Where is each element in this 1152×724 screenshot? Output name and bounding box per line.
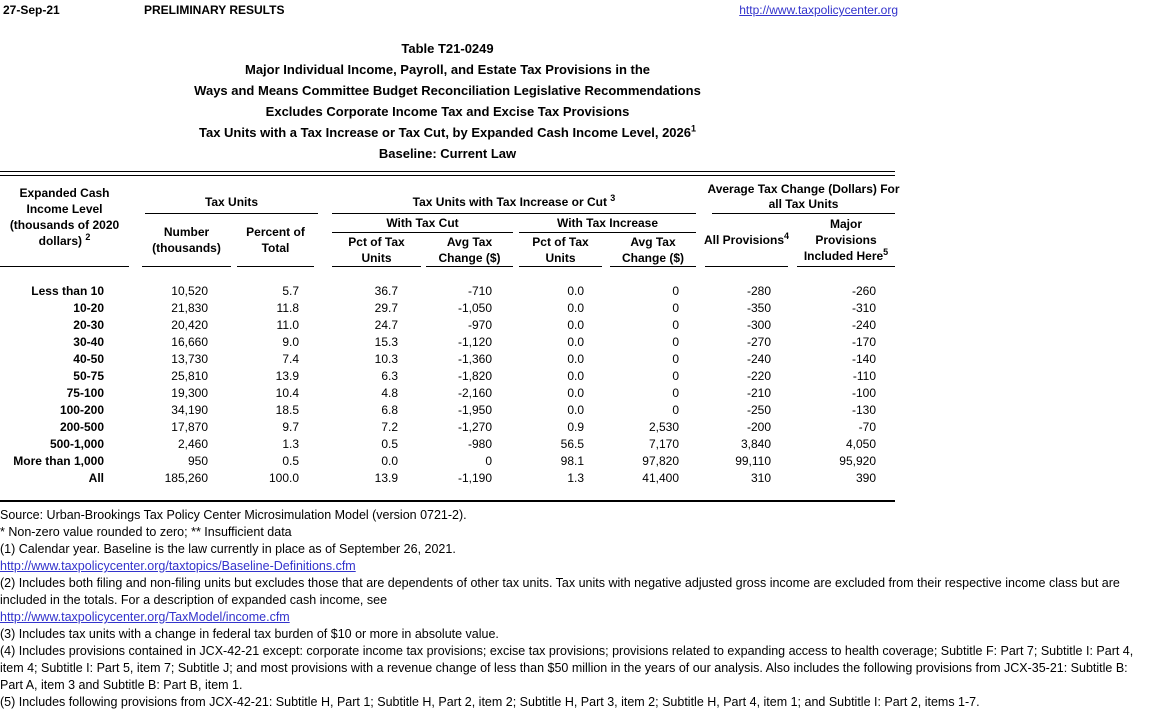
cell: -170 <box>851 335 876 349</box>
cell: 0 <box>672 386 679 400</box>
footnotes <box>0 507 1150 711</box>
cell: 1.3 <box>567 471 584 485</box>
cell: 0 <box>672 403 679 417</box>
cell: 13.9 <box>374 471 398 485</box>
cell: 1.3 <box>282 437 299 451</box>
data-table <box>0 176 900 487</box>
col-header-major-provisions: Major Provisions Included Here$^5$ <box>797 214 895 267</box>
cell: 36.7 <box>374 284 398 298</box>
cell: 4,050 <box>845 437 876 451</box>
title-line-2: Major Individual Income, Payroll, and Estate Tax Provisions in the <box>244 62 651 77</box>
cell: 0 <box>672 318 679 332</box>
col-header-avg-tax-change-increase: Avg Tax Change ($) <box>610 233 696 267</box>
cell: 0.0 <box>381 454 398 468</box>
cell: -710 <box>467 284 492 298</box>
cell: 0.5 <box>282 454 299 468</box>
cell: -1,190 <box>457 471 492 485</box>
cell: -200 <box>746 420 771 434</box>
cell-income-level: 200-500 <box>59 420 104 434</box>
title-line-5: Tax Units with a Tax Increase or Tax Cut, by Expanded Cash Income Level, 2026$^1$ <box>198 123 697 140</box>
table-bottom-rule <box>0 500 895 502</box>
footnote-4: (4) Includes provisions contained in JCX-42-21 except: corporate income tax provisions; excise tax provisions; provisions related to expanding access to health coverage; Subtitle F: Part 7; Subtitle I: Part 4, item 4; Subtitle I: Part 5, item 7; Subtitle J; and most provisions with a revenue change of less than $50 million in the years of our analysis. Also includes the following provisions from JCX-35-21: Subtitle B: Part A, item 3 and Subtitle B: Part B, item 1. <box>0 644 1134 692</box>
legend-note: * Non-zero value rounded to zero; ** Insufficient data <box>0 525 292 539</box>
cell: 2,530 <box>648 420 679 434</box>
cell: -980 <box>467 437 492 451</box>
cell: 29.7 <box>374 301 398 315</box>
cell: -1,050 <box>457 301 492 315</box>
source-note: Source: Urban-Brookings Tax Policy Center Microsimulation Model (version 0721-2). <box>0 508 467 522</box>
cell-income-level: 500-1,000 <box>49 437 104 451</box>
cell: 0 <box>672 284 679 298</box>
footnote-5: (5) Includes following provisions from JCX-42-21: Subtitle H, Part 1; Subtitle H, Part 2, item 2; Subtitle H, Part 3, item 2; Subtitle H, Part 4, item 1; and Subtitle I: Part 2, items 1-7. <box>0 695 980 709</box>
cell: -350 <box>746 301 771 315</box>
cell: -130 <box>851 403 876 417</box>
col-header-avg-tax-change-cut: Avg Tax Change ($) <box>426 233 513 267</box>
cell: 3,840 <box>740 437 771 451</box>
cell: 0.0 <box>567 403 584 417</box>
cell: -2,160 <box>457 386 492 400</box>
col-header-pct-tax-units-increase: Pct of Tax Units <box>519 233 602 267</box>
cell: 0 <box>672 301 679 315</box>
cell: 0.0 <box>567 369 584 383</box>
cell-income-level: 20-30 <box>73 318 104 332</box>
cell-income-level: Less than 10 <box>31 284 104 298</box>
cell: 0.9 <box>567 420 584 434</box>
cell: 0 <box>672 369 679 383</box>
cell: -140 <box>851 352 876 366</box>
col-group-with-tax-increase: With Tax Increase <box>519 214 696 233</box>
col-group-avg-tax-change: Average Tax Change (Dollars) For all Tax Units <box>712 176 895 214</box>
tpc-site-link[interactable]: http://www.taxpolicycenter.org <box>739 3 898 17</box>
cell: 10,520 <box>171 284 208 298</box>
col-header-number-thousands: Number (thousands) <box>142 214 231 267</box>
cell: 34,190 <box>171 403 208 417</box>
cell: 95,920 <box>839 454 876 468</box>
cell: -300 <box>746 318 771 332</box>
cell-income-level: 10-20 <box>73 301 104 315</box>
cell-income-level: All <box>88 471 104 485</box>
cell: 7.4 <box>282 352 299 366</box>
cell: 19,300 <box>171 386 208 400</box>
cell: -1,360 <box>457 352 492 366</box>
cell: -100 <box>851 386 876 400</box>
preliminary-results-label: PRELIMINARY RESULTS <box>144 3 285 17</box>
cell: -1,270 <box>457 420 492 434</box>
top-bar <box>0 0 1152 22</box>
cell: 10.4 <box>275 386 299 400</box>
cell: 390 <box>855 471 876 485</box>
cell: 97,820 <box>642 454 679 468</box>
cell: 9.7 <box>282 420 299 434</box>
cell: 6.3 <box>381 369 398 383</box>
footnote-3: (3) Includes tax units with a change in federal tax burden of $10 or more in absolute value. <box>0 627 499 641</box>
title-line-1: Table T21-0249 <box>401 41 494 56</box>
cell: 41,400 <box>642 471 679 485</box>
income-definition-link[interactable]: http://www.taxpolicycenter.org/TaxModel/income.cfm <box>0 610 290 624</box>
cell: 13.9 <box>275 369 299 383</box>
cell: -1,820 <box>457 369 492 383</box>
cell: 0.5 <box>381 437 398 451</box>
col-group-with-tax-cut: With Tax Cut <box>332 214 513 233</box>
cell: 2,460 <box>177 437 208 451</box>
col-header-pct-tax-units-cut: Pct of Tax Units <box>332 233 421 267</box>
col-group-tax-units: Tax Units <box>145 176 318 214</box>
cell: 0.0 <box>567 284 584 298</box>
cell-income-level: 40-50 <box>73 352 104 366</box>
cell: 100.0 <box>268 471 299 485</box>
cell-income-level: 75-100 <box>66 386 104 400</box>
cell: -280 <box>746 284 771 298</box>
cell: -210 <box>746 386 771 400</box>
col-header-income-level: Expanded Cash Income Level (thousands of 2020 dollars) $^2$ <box>0 176 129 267</box>
cell: 15.3 <box>374 335 398 349</box>
cell-income-level: 50-75 <box>73 369 104 383</box>
cell-income-level: More than 1,000 <box>13 454 104 468</box>
cell: 0.0 <box>567 318 584 332</box>
cell: -240 <box>851 318 876 332</box>
cell: 7.2 <box>381 420 398 434</box>
cell: 0 <box>485 454 492 468</box>
col-header-all-provisions: All Provisions$^4$ <box>705 214 788 267</box>
cell: 950 <box>187 454 208 468</box>
cell: 0.0 <box>567 301 584 315</box>
cell: -310 <box>851 301 876 315</box>
cell: 11.8 <box>276 301 299 315</box>
cell: -250 <box>746 403 771 417</box>
cell-income-level: 30-40 <box>73 335 104 349</box>
cell: -1,120 <box>457 335 492 349</box>
cell: 0 <box>672 335 679 349</box>
footnote-1: (1) Calendar year. Baseline is the law currently in place as of September 26, 2021. <box>0 542 456 556</box>
cell: 25,810 <box>171 369 208 383</box>
cell: 99,110 <box>735 454 771 468</box>
cell: -240 <box>746 352 771 366</box>
report-date: 27-Sep-21 <box>3 3 60 17</box>
cell: 0 <box>672 352 679 366</box>
cell: -970 <box>467 318 492 332</box>
footnote-2: (2) Includes both filing and non-filing units but excludes those that are dependents of other tax units. Tax units with negative adjusted gross income are excluded from their respective income class but are included in the totals. For a description of expanded cash income, see <box>0 576 1120 607</box>
cell: 0.0 <box>567 335 584 349</box>
cell: 13,730 <box>171 352 208 366</box>
cell: -260 <box>851 284 876 298</box>
title-line-6: Baseline: Current Law <box>378 146 517 161</box>
cell: 7,170 <box>648 437 679 451</box>
cell: 18.5 <box>275 403 299 417</box>
cell: -110 <box>852 369 876 383</box>
cell: 20,420 <box>171 318 208 332</box>
table-title-block <box>0 38 895 164</box>
col-header-percent-of-total: Percent of Total <box>237 214 314 267</box>
cell-income-level: 100-200 <box>59 403 104 417</box>
cell: 0.0 <box>567 352 584 366</box>
cell: -220 <box>746 369 771 383</box>
cell: 185,260 <box>164 471 208 485</box>
cell: 16,660 <box>171 335 208 349</box>
cell: 21,830 <box>171 301 208 315</box>
header-body-spacer <box>0 267 895 283</box>
cell: 0.0 <box>567 386 584 400</box>
cell: 5.7 <box>282 284 299 298</box>
cell: 9.0 <box>282 335 299 349</box>
cell: 6.8 <box>381 403 398 417</box>
cell: 10.3 <box>374 352 398 366</box>
cell: 17,870 <box>171 420 208 434</box>
cell: 310 <box>750 471 771 485</box>
cell: 24.7 <box>374 318 398 332</box>
title-line-4: Excludes Corporate Income Tax and Excise Tax Provisions <box>265 104 630 119</box>
cell: -1,950 <box>457 403 492 417</box>
cell: -70 <box>858 420 876 434</box>
title-line-3: Ways and Means Committee Budget Reconciliation Legislative Recommendations <box>194 83 701 98</box>
baseline-definitions-link[interactable]: http://www.taxpolicycenter.org/taxtopics/Baseline-Definitions.cfm <box>0 559 356 573</box>
cell: 56.5 <box>560 437 584 451</box>
cell: 4.8 <box>381 386 398 400</box>
cell: -270 <box>746 335 771 349</box>
cell: 98.1 <box>560 454 584 468</box>
cell: 11.0 <box>276 318 299 332</box>
col-group-increase-or-cut: Tax Units with Tax Increase or Cut $^3$ <box>332 176 696 214</box>
